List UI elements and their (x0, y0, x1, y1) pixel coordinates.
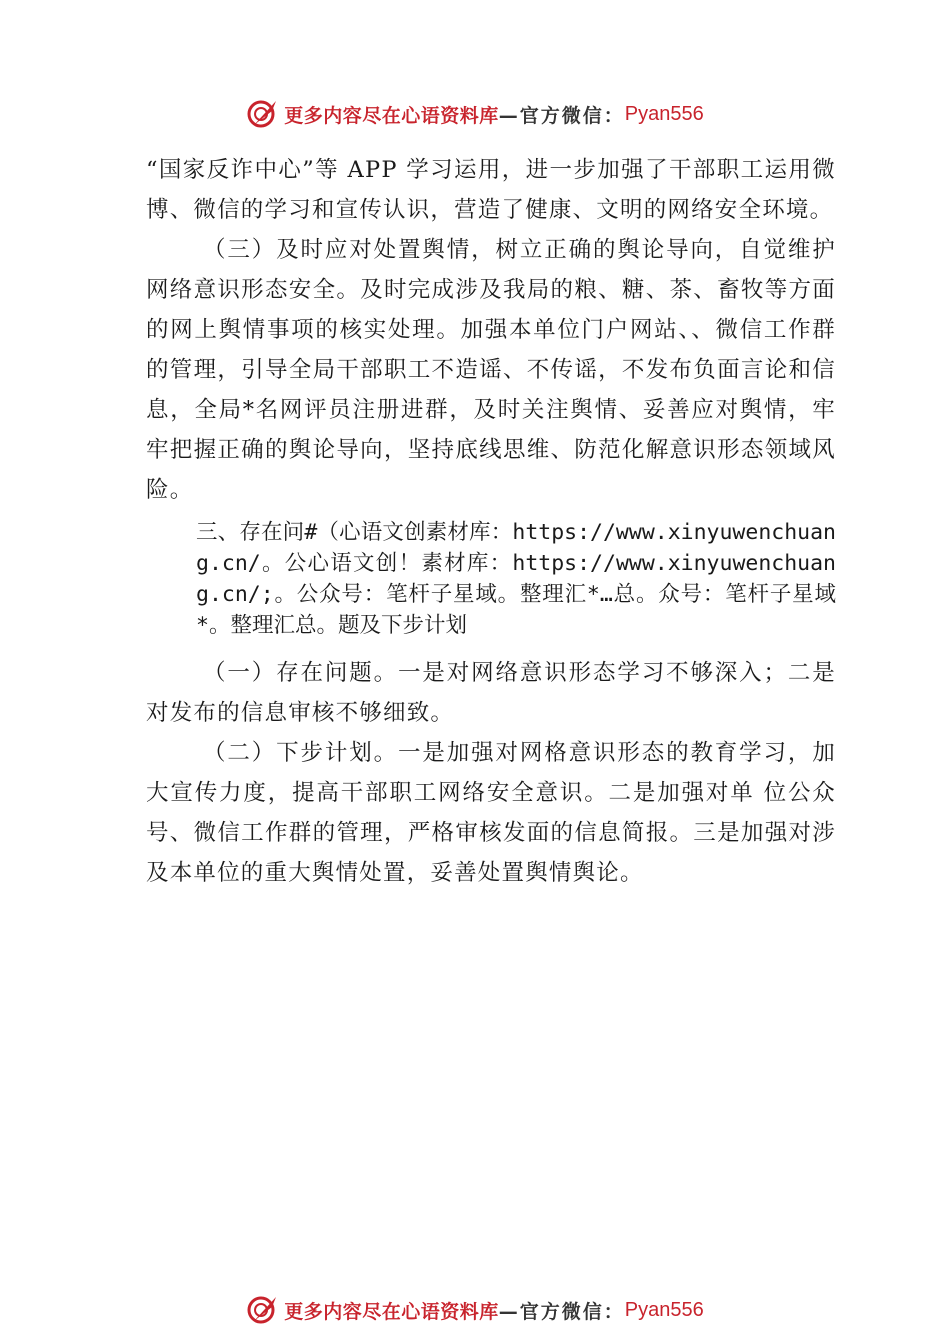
paragraph-anti-fraud-app: “国家反诈中心”等 APP 学习运用，进一步加强了干部职工运用微博、微信的学习和宣传认识，营造了健康、文明的网络安全环境。 (146, 157, 836, 223)
banner-wechat-id: Pyan556 (624, 1298, 704, 1321)
paragraph-next-plans: （二）下步计划。一是加强对网格意识形态的教育学习，加大宣传力度，提高干部职工网络安全意识。二是加强对单 位公众号、微信工作群的管理，严格审核发面的信息简报。三是加强对涉及本单位的重大舆情处置，妥善处置舆情舆论。 (146, 740, 836, 886)
quill-logo-icon (246, 1293, 280, 1327)
banner-wechat-label: —官方微信： (498, 104, 625, 127)
header-banner (0, 96, 950, 132)
banner-brand: 更多内容尽在心语资料库 (284, 104, 499, 127)
paragraph-public-opinion: （三）及时应对处置舆情，树立正确的舆论导向，自觉维护网络意识形态安全。及时完成涉及我局的粮、糖、茶、畜牧等方面的网上舆情事项的核实处理。加强本单位门户网站、、微信工作群的管理，引导全局干部职工不造谣、不传谣，不发布负面言论和信息，全局*名网评员注册进群，及时关注舆情、妥善应对舆情，牢牢把握正确的舆论导向，坚持底线思维、防范化解意识形态领域风险。 (146, 237, 836, 503)
banner-wechat-id: Pyan556 (624, 102, 704, 125)
footer-banner (0, 1292, 950, 1328)
quill-logo-icon (246, 97, 280, 131)
banner-wechat-label: —官方微信： (498, 1300, 625, 1323)
heading-problems-and-plans: 三、存在问#（心语文创素材库：https://www.xinyuwenchuang.cn/。公心语文创！素材库：https://www.xinyuwenchuang.cn/;。公众号：笔杆子星域。整理汇*…总。众号：笔杆子星域*。整理汇总。题及下步计划 (196, 520, 836, 638)
document-body (146, 150, 836, 893)
paragraph-existing-problems: （一）存在问题。一是对网络意识形态学习不够深入；二是对发布的信息审核不够细致。 (146, 660, 836, 726)
banner-brand: 更多内容尽在心语资料库 (284, 1300, 499, 1323)
